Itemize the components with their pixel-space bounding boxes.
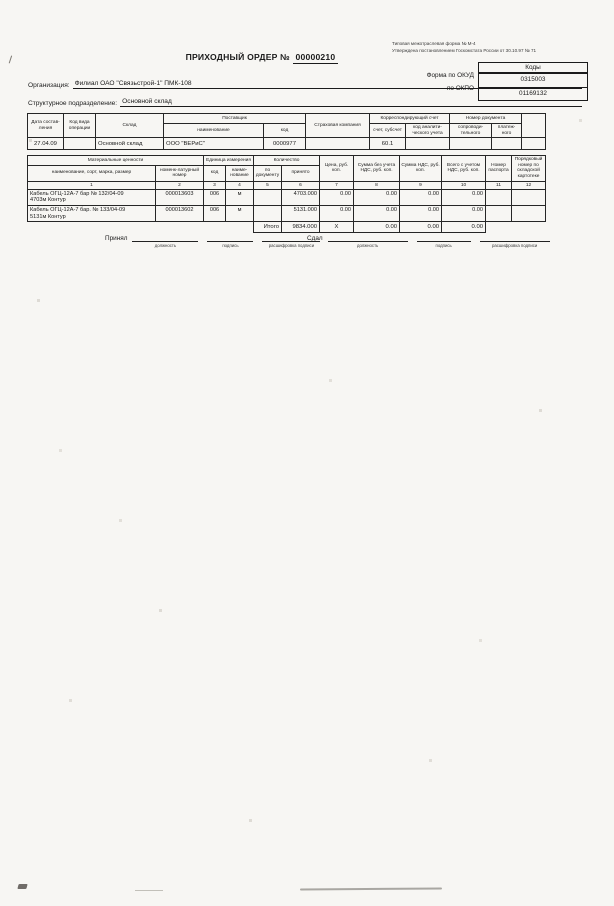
item-sum-no-vat: 0.00	[354, 189, 400, 205]
organization-value: Филиал ОАО "Связьстрой-1" ПМК-108	[73, 80, 582, 89]
item-unit-code: 006	[204, 189, 226, 205]
given-signature-group	[307, 234, 559, 248]
signature-slot	[132, 234, 198, 248]
col-price: Цена, руб. коп.	[320, 156, 354, 182]
item-name-line2: 4703м Контур	[30, 197, 66, 204]
item-card-number	[512, 189, 546, 205]
col-doc-accompanying: сопроводи-тельного	[450, 124, 492, 138]
division-line	[28, 98, 582, 107]
signature-slot	[207, 234, 253, 248]
analytic-code-value	[406, 138, 450, 150]
item-unit-code: 006	[204, 206, 226, 222]
item-unit-name: м	[226, 206, 254, 222]
col-num: 12	[512, 181, 546, 189]
received-label: Принял	[105, 235, 128, 242]
item-nomenclature: 000013603	[156, 189, 204, 205]
item-qty-doc	[254, 206, 282, 222]
col-qty-accepted: принято	[282, 166, 320, 182]
order-number: 00000210	[293, 52, 339, 64]
col-num: 10	[442, 181, 486, 189]
organization-line	[28, 80, 582, 89]
group-quantity: Количество	[254, 156, 320, 166]
scan-artifact	[135, 890, 163, 891]
col-num: 6	[282, 181, 320, 189]
signature-line	[328, 234, 408, 242]
codes-header: Коды	[478, 62, 588, 73]
item-sum-no-vat: 0.00	[354, 206, 400, 222]
col-analytic-code: код аналити-ческого учета	[406, 124, 450, 138]
item-qty-accepted: 5131.000	[282, 206, 320, 222]
col-vat: Сумма НДС, руб. коп.	[400, 156, 442, 182]
col-num: 11	[486, 181, 512, 189]
col-account: счет, субсчет	[370, 124, 406, 138]
col-insurance: Страховая компания	[306, 114, 370, 138]
col-date: Дата состав-ления	[28, 114, 64, 138]
group-document-number: Номер документа	[450, 114, 522, 124]
signature-caption: расшифровка подписи	[491, 243, 538, 248]
col-nomenclature: номенк-латурный номер	[156, 166, 204, 182]
col-supplier-name: наименование	[164, 124, 264, 138]
signature-line	[132, 234, 198, 242]
item-vat: 0.00	[400, 189, 442, 205]
okud-value: 0315003	[520, 76, 546, 83]
group-corr-account: Корреспондирующий счет	[370, 114, 450, 124]
item-nomenclature: 000013602	[156, 206, 204, 222]
form-note-line1: Типовая межотраслевая форма № М-4	[392, 41, 476, 46]
item-name-line1: Кабель ОГЦ-12А-7 бар. № 133/04-09	[30, 207, 126, 214]
item-row	[28, 189, 546, 205]
signature-caption: расшифровка подписи	[268, 243, 315, 248]
scan-artifact	[17, 884, 27, 889]
total-with-vat: 0.00	[442, 222, 486, 233]
col-supplier-code: код	[264, 124, 306, 138]
column-numbers-row	[28, 181, 546, 189]
title-label: ПРИХОДНЫЙ ОРДЕР №	[185, 52, 290, 62]
signature-caption: подпись	[435, 243, 452, 248]
warehouse-value: Основной склад	[96, 138, 164, 150]
item-qty-doc	[254, 189, 282, 205]
total-row-spacer	[28, 222, 254, 233]
col-passport: Номер паспорта	[486, 156, 512, 182]
item-total: 0.00	[442, 189, 486, 205]
form-note-line2: Утверждена постановлением Госкомстата России от 30.10.97 № 71	[392, 47, 537, 53]
signature-caption: должность	[356, 243, 379, 248]
col-num: 8	[354, 181, 400, 189]
signature-line	[207, 234, 253, 242]
col-total-with-vat: Всего с учетом НДС, руб. коп.	[442, 156, 486, 182]
supplier-code-value: 0000977	[264, 138, 306, 150]
signature-caption: подпись	[222, 243, 239, 248]
empty-cell	[522, 138, 546, 150]
items-table	[27, 155, 546, 233]
item-total: 0.00	[442, 206, 486, 222]
item-name	[28, 206, 156, 222]
scan-noise	[0, 0, 1, 1]
date-value: 27.04.09	[28, 138, 64, 150]
division-label: Структурное подразделение:	[28, 100, 118, 107]
item-name-line1: Кабель ОГЦ-12А-7 бар № 132/04-09	[30, 190, 124, 197]
col-num: 5	[254, 181, 282, 189]
okpo-label: по ОКПО	[446, 85, 474, 93]
item-row	[28, 206, 546, 222]
account-value: 60.1	[370, 138, 406, 150]
col-card-number: Порядковый номер по складской картотеке	[512, 156, 546, 182]
total-row	[28, 222, 546, 233]
document-title	[0, 52, 524, 62]
col-unit-code: код	[204, 166, 226, 182]
col-unit-name: наиме-нование	[226, 166, 254, 182]
col-item-name: наименование, сорт, марка, размер	[28, 166, 156, 182]
supplier-name-value: ООО "ВЕРиС"	[164, 138, 264, 150]
item-name-line2: 5131м Контур	[30, 213, 66, 220]
col-doc-payment: платеж-ного	[492, 124, 522, 138]
signature-slot	[417, 234, 471, 248]
total-price-x: X	[320, 222, 354, 233]
header-info-table	[27, 113, 546, 150]
total-row-spacer	[486, 222, 546, 233]
signature-line	[480, 234, 550, 242]
col-warehouse: Склад	[96, 114, 164, 138]
scan-artifact	[300, 888, 442, 891]
given-label: Сдал	[307, 235, 323, 242]
group-material-values: Материальные ценности	[28, 156, 204, 166]
item-name	[28, 189, 156, 205]
col-num: 7	[320, 181, 354, 189]
group-supplier: Поставщик	[164, 114, 306, 124]
signature-slot	[328, 234, 408, 248]
group-unit: Единица измерения	[204, 156, 254, 166]
signature-slot	[480, 234, 550, 248]
operation-code-value	[64, 138, 96, 150]
item-price: 0.00	[320, 206, 354, 222]
signature-caption: должность	[154, 243, 177, 248]
organization-label: Организация:	[28, 82, 70, 89]
col-sum-no-vat: Сумма без учета НДС, руб. коп.	[354, 156, 400, 182]
item-passport	[486, 206, 512, 222]
header-info-row	[28, 138, 546, 150]
total-qty-accepted: 9834.000	[282, 222, 320, 233]
division-value: Основной склад	[120, 98, 582, 107]
item-passport	[486, 189, 512, 205]
total-vat: 0.00	[400, 222, 442, 233]
received-signature-group	[105, 234, 329, 248]
okud-label: Форма по ОКУД	[426, 72, 474, 79]
col-num: 4	[226, 181, 254, 189]
doc-accompanying-value	[450, 138, 492, 150]
col-extra	[522, 114, 546, 138]
item-price: 0.00	[320, 189, 354, 205]
signature-line	[417, 234, 471, 242]
insurance-value	[306, 138, 370, 150]
item-qty-accepted: 4703.000	[282, 189, 320, 205]
col-num: 2	[156, 181, 204, 189]
col-qty-doc: по документу	[254, 166, 282, 182]
okpo-value: 01169132	[479, 87, 587, 100]
item-unit-name: м	[226, 189, 254, 205]
total-label: Итого	[254, 222, 282, 233]
doc-payment-value	[492, 138, 522, 150]
col-num: 9	[400, 181, 442, 189]
total-sum-no-vat: 0.00	[354, 222, 400, 233]
col-operation-code: Код вида операции	[64, 114, 96, 138]
col-num: 1	[28, 181, 156, 189]
item-vat: 0.00	[400, 206, 442, 222]
col-num: 3	[204, 181, 226, 189]
item-card-number	[512, 206, 546, 222]
